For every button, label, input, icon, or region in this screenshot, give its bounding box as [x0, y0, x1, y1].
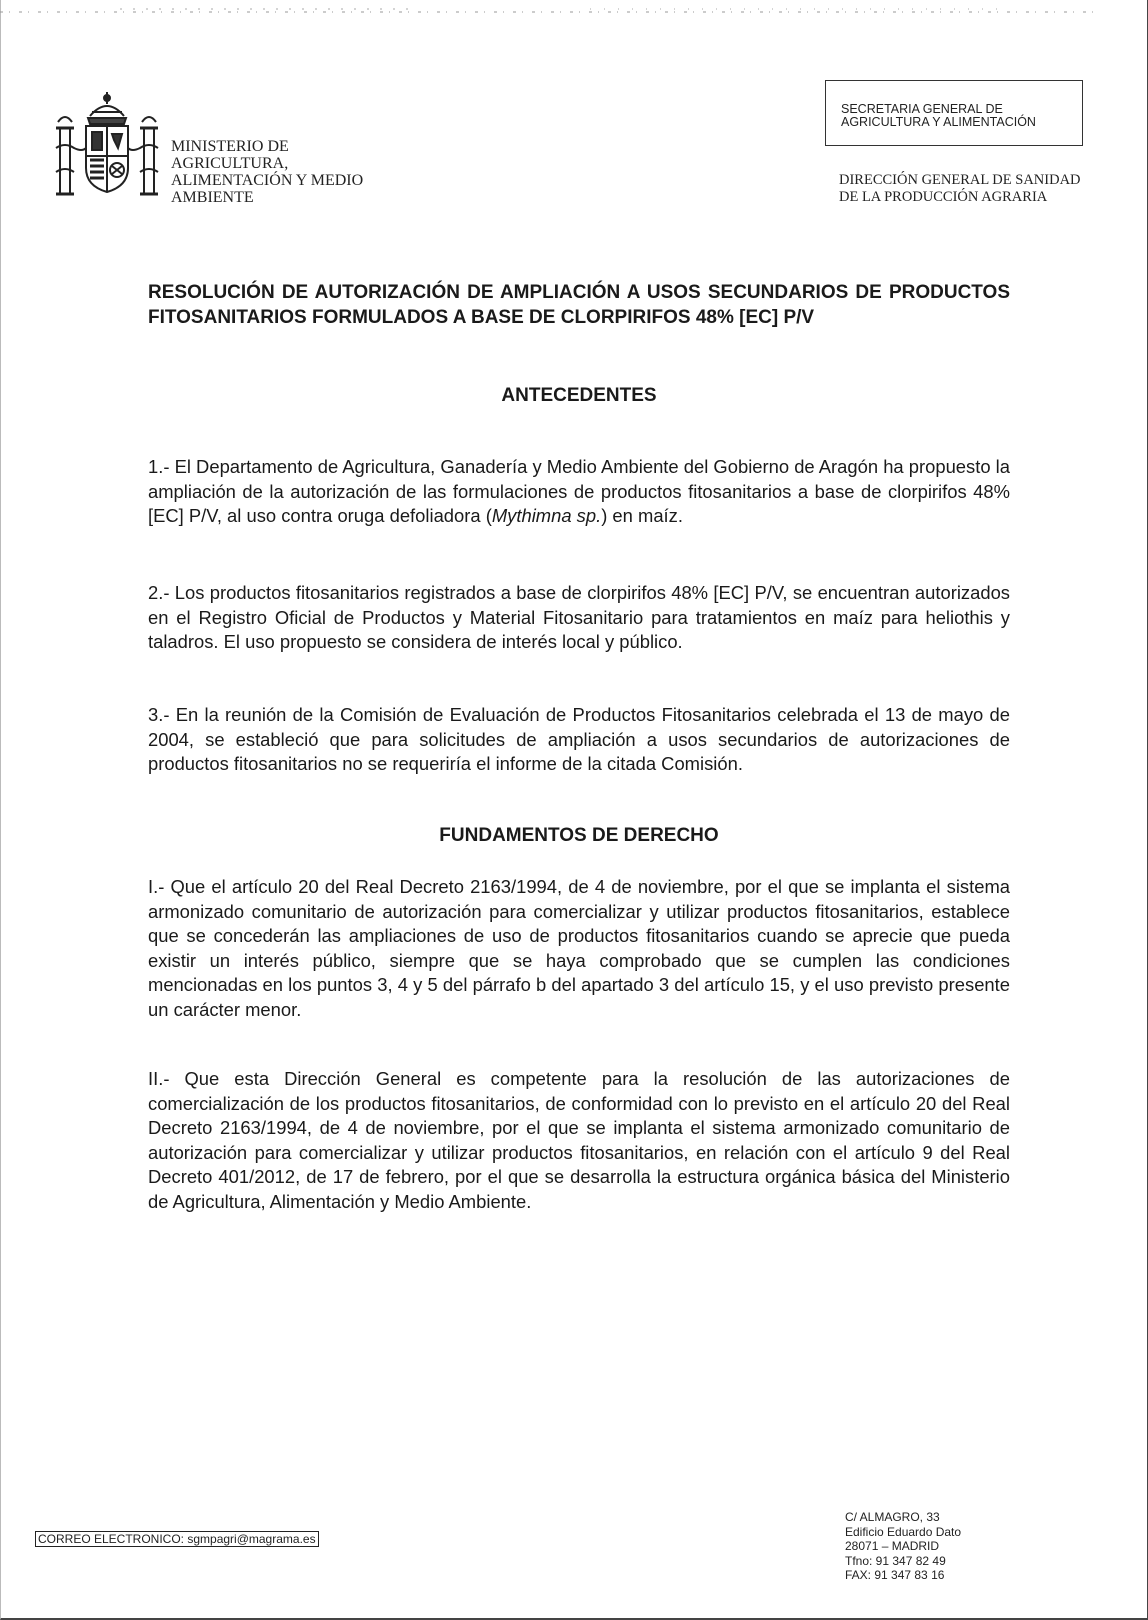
antecedente-paragraph-1: [148, 455, 1010, 529]
antecedente-1-text: 1.- El Departamento de Agricultura, Ganadería y Medio Ambiente del Gobierno de Aragón ha propuesto la ampliación de la autorización de las formulaciones de productos fitosanitarios a base de clorpirifos 48% [EC] P/V, al uso contra oruga defoliadora (: [148, 456, 1010, 527]
address-line: Edificio Eduardo Dato: [845, 1524, 962, 1539]
fundamento-paragraph-1: I.- Que el artículo 20 del Real Decreto 2163/1994, de 4 de noviembre, por el que se implanta el sistema armonizado comunitario de autorización para comercializar y utilizar productos fitosanitarios, establece que se concederán las ampliaciones de uso de productos fitosanitarios cuando se aprecie que pueda existir un interés público, siempre que se haya comprobado que se cumplen las condiciones mencionadas en los puntos 3, 4 y 5 del párrafo b del apartado 3 del artículo 15, y el uso previsto presente un carácter menor.: [148, 876, 1010, 1020]
address-line: Tfno: 91 347 82 49: [845, 1553, 946, 1568]
address-line: FAX: 91 347 83 16: [845, 1568, 945, 1582]
antecedente-paragraph-3: 3.- En la reunión de la Comisión de Evaluación de Productos Fitosanitarios celebrada el 13 de mayo de 2004, se estableció que para solicitudes de ampliación a usos secundarios de autorizaciones de productos fitosanitarios no se requeriría el informe de la citada Comisión.: [148, 704, 1010, 775]
coat-of-arms-logo: [52, 88, 162, 208]
secretaria-box: [825, 80, 1083, 146]
address-line: 28071 – MADRID: [845, 1539, 940, 1553]
direccion-line: DE LA PRODUCCIÓN AGRARIA: [839, 189, 1048, 205]
fundamento-paragraph-2: II.- Que esta Dirección General es competente para la resolución de las autorizaciones de comercialización de los productos fitosanitarios, de conformidad con lo previsto en el artículo 20 del Real Decreto 2163/1994, de 4 de noviembre, por el que se implanta el sistema armonizado comunitario de autorización para comercializar y utilizar productos fitosanitarios, en relación con el artículo 9 del Real Decreto 401/2012, de 17 de febrero, por el que se desarrolla la estructura orgánica básica del Ministerio de Agricultura, Alimentación y Medio Ambiente.: [148, 1068, 1010, 1212]
secretaria-line: SECRETARIA GENERAL DE: [841, 102, 1003, 116]
antecedentes-heading: ANTECEDENTES: [501, 385, 657, 406]
ministry-name: [171, 138, 411, 206]
direccion-general: [839, 172, 1081, 206]
direccion-line: DIRECCIÓN GENERAL DE SANIDAD: [839, 172, 1081, 188]
address-line: C/ ALMAGRO, 33: [845, 1510, 940, 1524]
footer-address: [845, 1510, 961, 1583]
ministry-line: AMBIENTE: [171, 189, 254, 206]
scan-artifact-top: [0, 6, 1148, 16]
ministry-line: AGRICULTURA,: [171, 155, 289, 172]
antecedente-paragraph-2: 2.- Los productos fitosanitarios registrados a base de clorpirifos 48% [EC] P/V, se encuentran autorizados en el Registro Oficial de Productos y Material Fitosanitario para tratamientos en maíz para heliothis y taladros. El uso propuesto se considera de interés local y público.: [148, 582, 1010, 653]
antecedente-1-species: Mythimna sp.: [491, 505, 602, 527]
fundamentos-heading: FUNDAMENTOS DE DERECHO: [439, 825, 719, 846]
secretaria-line: AGRICULTURA Y ALIMENTACIÓN: [841, 115, 1036, 129]
antecedente-1-end: ) en maíz.: [601, 505, 683, 527]
document-title: RESOLUCIÓN DE AUTORIZACIÓN DE AMPLIACIÓN A USOS SECUNDARIOS DE PRODUCTOS FITOSANITARIOS FORMULADOS A BASE DE CLORPIRIFOS 48% [EC] P/V: [148, 282, 1010, 328]
ministry-line: ALIMENTACIÓN Y MEDIO: [171, 172, 364, 189]
footer-email: CORREO ELECTRONICO: sgmpagri@magrama.es: [35, 1531, 319, 1547]
ministry-line: MINISTERIO DE: [171, 138, 289, 155]
